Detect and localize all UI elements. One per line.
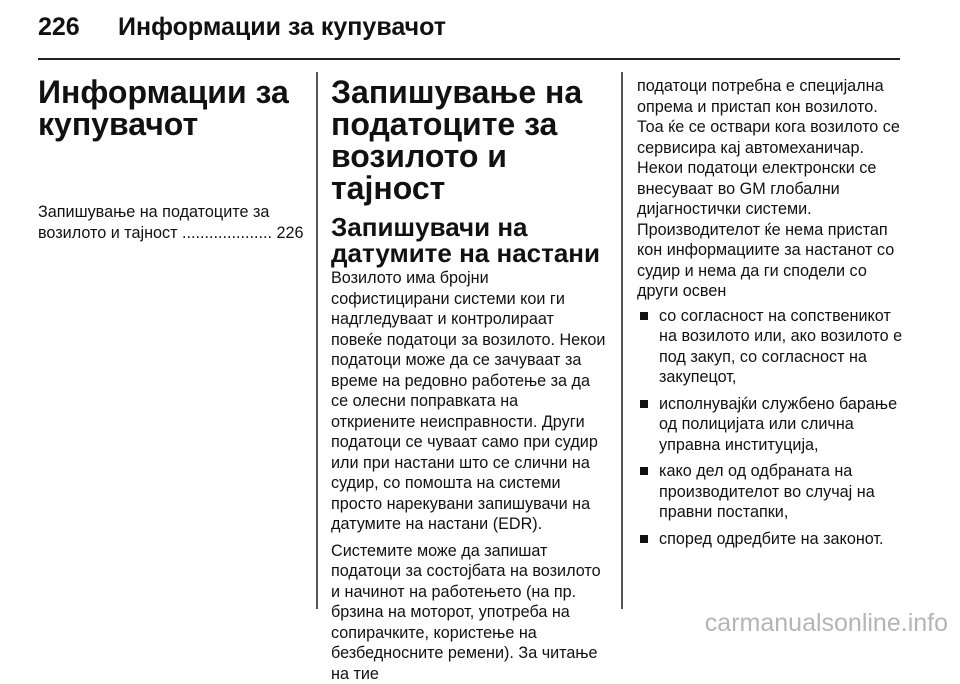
list-item: со согласност на сопственикот на возилото или, ако возилото е под закуп, со согласност на закупецот, — [637, 306, 907, 388]
column-divider-2 — [621, 72, 623, 609]
list-item: како дел од одбраната на производителот во случај на правни постапки, — [637, 461, 907, 523]
section-heading: Информации за купувачот — [38, 76, 306, 140]
paragraph-2: Системите може да запишат податоци за состојбата на возилото и начинот на работењето (на пр. брзина на моторот, употреба на сопирачките, користење на безбедносните ремени). За читање на тие — [331, 541, 607, 684]
list-item: според одредбите на законот. — [637, 529, 907, 550]
running-title: Информации за купувачот — [118, 13, 446, 42]
paragraph-3: податоци потребна е специјална опрема и пристап кон возилото. Тоа ќе се оствари кога возилото се сервисира кај автомеханичар. Некои податоци електронски се внесуваат во GM глобални дијагностички системи. Производителот ќе нема пристап кон информациите за настанот со судир и нема да ги сподели со други освен — [637, 76, 907, 302]
bullet-list — [637, 306, 907, 550]
list-item: исполнувајќи службено барање од полицијата или слична управна институција, — [637, 394, 907, 456]
header-rule — [38, 58, 900, 60]
paragraph-1: Возилото има бројни софистицирани системи кои ги надгледуваат и контролираат повеќе податоци за возилото. Некои податоци може да се зачуваат за време на редовно работење за да се олесни поправката на откриените неисправности. Други податоци се чуваат само при судир или при настани што се слични на судир, со помошта на системи просто нарекувани запишувачи на датумите на настани (EDR). — [331, 268, 607, 535]
article-subheading: Запишувачи на датумите на настани — [331, 214, 607, 266]
column-divider-1 — [316, 72, 318, 609]
toc-entry[interactable]: Запишување на податоците за возилото и тајност .................... 226 — [38, 202, 306, 243]
article-heading: Запишување на податоците за возилото и тајност — [331, 76, 607, 204]
column-2 — [331, 76, 607, 684]
column-1 — [38, 76, 306, 243]
watermark: carmanualsonline.info — [705, 609, 948, 638]
column-3 — [637, 76, 907, 555]
page-number: 226 — [38, 13, 80, 42]
page-header — [38, 13, 900, 49]
